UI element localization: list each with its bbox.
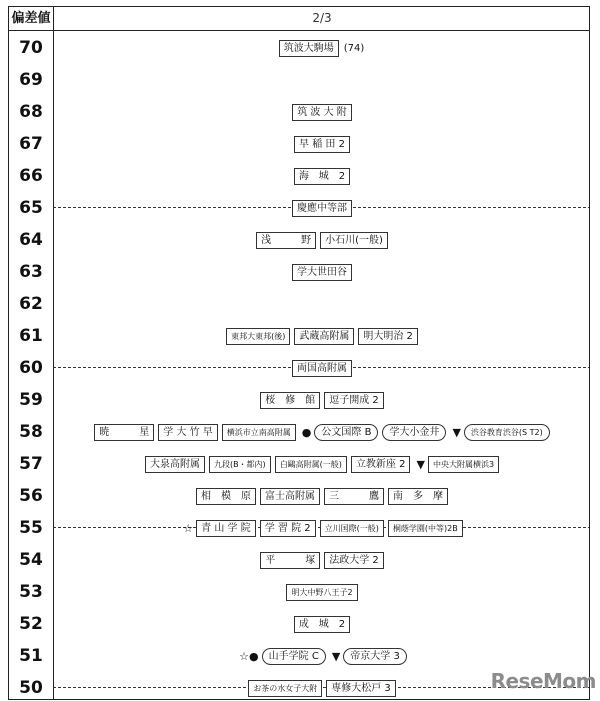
score-row bbox=[9, 416, 590, 448]
school-entry: 浅 野 bbox=[256, 232, 316, 249]
school-entry: 桜 修 館 bbox=[260, 392, 320, 409]
school-entry: 中央大附属横浜3 bbox=[428, 456, 499, 473]
score-row bbox=[9, 64, 590, 96]
score-value: 62 bbox=[19, 294, 43, 314]
score-row bbox=[9, 384, 590, 416]
school-list bbox=[57, 64, 587, 96]
score-value: 50 bbox=[19, 678, 43, 698]
score-value: 58 bbox=[19, 422, 43, 442]
school-entry: 法政大学 2 bbox=[324, 552, 384, 569]
school-entry: 立川国際(一般) bbox=[320, 520, 384, 537]
exam-mark: ☆ bbox=[183, 521, 194, 535]
score-value: 69 bbox=[19, 70, 43, 90]
school-entry: 渋谷教育渋谷(S T2) bbox=[464, 424, 550, 441]
score-value: 67 bbox=[19, 134, 43, 154]
school-entry: 成 城 2 bbox=[294, 616, 350, 633]
school-entry: 帝京大学 3 bbox=[343, 648, 407, 665]
exam-mark: ▼ bbox=[452, 425, 461, 439]
score-value: 55 bbox=[19, 518, 43, 538]
school-entry: 武蔵高附属 bbox=[294, 328, 354, 345]
school-list bbox=[57, 480, 587, 512]
score-row bbox=[9, 192, 590, 224]
school-entry: 山手学院 C bbox=[262, 648, 326, 665]
score-row bbox=[9, 256, 590, 288]
school-list bbox=[57, 128, 587, 160]
school-entry: 横浜市立南高附属 bbox=[222, 424, 296, 441]
school-entry: 暁 星 bbox=[94, 424, 154, 441]
score-row bbox=[9, 544, 590, 576]
score-value: 51 bbox=[19, 646, 43, 666]
school-entry: 白鷗高附属(一般) bbox=[275, 456, 347, 473]
exam-mark: ● bbox=[301, 425, 312, 439]
score-column-header: 偏差値 bbox=[9, 7, 54, 30]
school-list bbox=[57, 512, 587, 544]
school-list bbox=[57, 608, 587, 640]
school-list bbox=[57, 320, 587, 352]
school-entry: 学 大 竹 早 bbox=[158, 424, 218, 441]
exam-mark: ▼ bbox=[331, 649, 341, 663]
score-value: 56 bbox=[19, 486, 43, 506]
school-list bbox=[57, 640, 587, 672]
school-entry: 逗子開成 2 bbox=[324, 392, 384, 409]
school-entry: 三 鷹 bbox=[324, 488, 384, 505]
school-entry: 公文国際 B bbox=[314, 424, 378, 441]
school-entry: 筑波大駒場 bbox=[279, 40, 339, 57]
score-value: 59 bbox=[19, 390, 43, 410]
score-row bbox=[9, 480, 590, 512]
score-value: 65 bbox=[19, 198, 43, 218]
school-list bbox=[57, 544, 587, 576]
score-value: 52 bbox=[19, 614, 43, 634]
score-value: 53 bbox=[19, 582, 43, 602]
school-entry: 慶應中等部 bbox=[292, 200, 352, 217]
score-value: 57 bbox=[19, 454, 43, 474]
school-entry: 桐蔭学園(中等)2B bbox=[388, 520, 463, 537]
score-value: 70 bbox=[19, 38, 43, 58]
exam-mark: ▼ bbox=[416, 457, 425, 471]
school-list bbox=[57, 224, 587, 256]
school-entry: 明大明治 2 bbox=[358, 328, 418, 345]
school-list bbox=[57, 160, 587, 192]
school-list bbox=[57, 192, 587, 224]
score-value: 54 bbox=[19, 550, 43, 570]
school-entry: 南 多 摩 bbox=[388, 488, 448, 505]
school-list bbox=[57, 32, 587, 64]
school-list bbox=[57, 384, 587, 416]
score-row bbox=[9, 448, 590, 480]
school-entry: 筑 波 大 附 bbox=[292, 104, 352, 121]
table-header bbox=[9, 7, 590, 31]
school-list bbox=[57, 256, 587, 288]
ranking-table bbox=[8, 6, 590, 700]
score-row bbox=[9, 512, 590, 544]
page-indicator: 2/3 bbox=[312, 11, 332, 25]
school-list bbox=[57, 416, 587, 448]
score-value: 63 bbox=[19, 262, 43, 282]
school-entry: 明大中野八王子2 bbox=[286, 584, 357, 601]
school-entry: 立教新座 2 bbox=[351, 456, 411, 473]
score-row bbox=[9, 160, 590, 192]
score-row bbox=[9, 640, 590, 672]
school-entry: 東邦大東邦(後) bbox=[226, 328, 290, 345]
score-row bbox=[9, 128, 590, 160]
school-entry: 富士高附属 bbox=[260, 488, 320, 505]
previous-score: (74) bbox=[343, 42, 365, 54]
school-list bbox=[57, 96, 587, 128]
score-row bbox=[9, 352, 590, 384]
school-entry: 相 模 原 bbox=[196, 488, 256, 505]
school-entry: 青 山 学 院 bbox=[196, 520, 256, 537]
school-entry: 小石川(一般) bbox=[320, 232, 388, 249]
score-value: 60 bbox=[19, 358, 43, 378]
score-row bbox=[9, 576, 590, 608]
school-entry: 大泉高附属 bbox=[145, 456, 205, 473]
score-value: 61 bbox=[19, 326, 43, 346]
school-entry: 海 城 2 bbox=[294, 168, 350, 185]
school-entry: 早 稲 田 2 bbox=[294, 136, 350, 153]
school-entry: 平 塚 bbox=[260, 552, 320, 569]
score-row bbox=[9, 224, 590, 256]
school-entry: 学 習 院 2 bbox=[260, 520, 316, 537]
score-value: 68 bbox=[19, 102, 43, 122]
score-row bbox=[9, 608, 590, 640]
school-list bbox=[57, 288, 587, 320]
school-entry: お茶の水女子大附 bbox=[248, 680, 322, 697]
resemom-logo: ReseMom bbox=[490, 669, 596, 693]
school-list bbox=[57, 448, 587, 480]
score-value: 64 bbox=[19, 230, 43, 250]
score-value: 66 bbox=[19, 166, 43, 186]
school-entry: 学大世田谷 bbox=[292, 264, 352, 281]
score-row bbox=[9, 96, 590, 128]
score-row bbox=[9, 320, 590, 352]
school-list bbox=[57, 576, 587, 608]
school-entry: 専修大松戸 3 bbox=[326, 680, 396, 697]
exam-mark: ☆● bbox=[239, 649, 259, 663]
school-list bbox=[57, 352, 587, 384]
score-row bbox=[9, 288, 590, 320]
school-entry: 学大小金井 bbox=[382, 424, 446, 441]
school-entry: 両国高附属 bbox=[292, 360, 352, 377]
school-entry: 九段(B・都内) bbox=[209, 456, 271, 473]
score-row bbox=[9, 32, 590, 64]
